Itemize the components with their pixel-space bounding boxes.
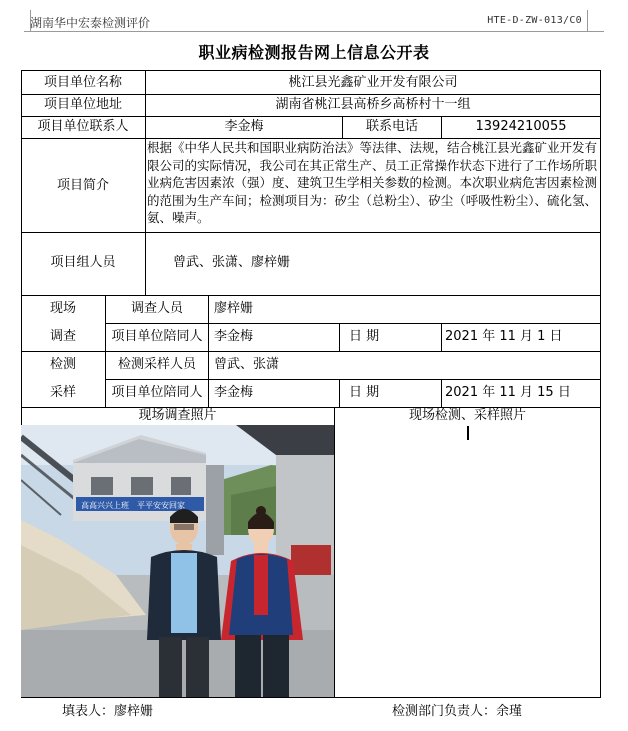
header-corner-right bbox=[587, 10, 594, 32]
table-col-line bbox=[208, 295, 209, 407]
label-survey-date: 日 期 bbox=[349, 329, 380, 344]
value-project-name: 桃江县光鑫矿业开发有限公司 bbox=[288, 75, 458, 90]
table-border-right bbox=[600, 70, 601, 698]
table-col-line bbox=[441, 379, 442, 407]
value-sampling-date: 2021 年 11 月 15 日 bbox=[445, 385, 571, 400]
label-project-name: 项目单位名称 bbox=[43, 75, 122, 90]
text-cursor bbox=[467, 426, 469, 440]
label-sampling-1: 检测 bbox=[49, 357, 76, 372]
value-sampler: 曾武、张潇 bbox=[214, 357, 280, 372]
table-col-line bbox=[339, 323, 340, 351]
value-phone: 13924210055 bbox=[475, 119, 567, 134]
value-intro: 根据《中华人民共和国职业病防治法》等法律、法规，结合桃江县光鑫矿业开发有限公司的实际情况，我公司在其正常生产、员工正常操作状态下进行了工作场所职业病危害因素浓（强）度、建筑卫生学相关参数的检测。本次职业病危害因素检测的范围为生产车间；检测项目为：矽尘（总粉尘）、矽尘（呼吸性粉尘）、硫化氢、氨、噪声。 bbox=[147, 140, 598, 226]
value-survey-companion: 李金梅 bbox=[214, 329, 254, 344]
label-sampling-date: 日 期 bbox=[349, 385, 380, 400]
header-rule bbox=[30, 31, 604, 32]
label-survey-companion: 项目单位陪同人 bbox=[111, 329, 203, 344]
label-phone: 联系电话 bbox=[365, 119, 418, 134]
table-border-top bbox=[21, 70, 601, 71]
table-row-line bbox=[21, 295, 601, 296]
header-doc-code: HTE-D-ZW-013/C0 bbox=[487, 15, 582, 26]
value-sampling-companion: 李金梅 bbox=[214, 385, 254, 400]
value-investigator: 廖梓姗 bbox=[214, 301, 254, 316]
value-survey-date: 2021 年 11 月 1 日 bbox=[445, 329, 563, 344]
label-survey-2: 调查 bbox=[49, 329, 76, 344]
value-members: 曾武、张潇、廖梓姗 bbox=[173, 255, 291, 270]
label-survey-1: 现场 bbox=[49, 301, 76, 316]
table-row-line bbox=[105, 323, 601, 324]
label-project-address: 项目单位地址 bbox=[43, 97, 122, 112]
table-col-line bbox=[441, 323, 442, 351]
table-col-line bbox=[339, 379, 340, 407]
footer-filler: 填表人：廖梓姗 bbox=[62, 704, 154, 719]
label-investigator: 调查人员 bbox=[130, 301, 183, 316]
caption-survey-photo: 现场调查照片 bbox=[138, 408, 217, 423]
value-contact: 李金梅 bbox=[224, 119, 264, 134]
label-members: 项目组人员 bbox=[50, 255, 116, 270]
page-title: 职业病检测报告网上信息公开表 bbox=[198, 43, 430, 62]
table-border-bottom bbox=[21, 697, 601, 698]
footer-responsible: 检测部门负责人：余瑾 bbox=[392, 704, 523, 719]
info-table bbox=[21, 70, 601, 698]
label-sampling-companion: 项目单位陪同人 bbox=[111, 385, 203, 400]
table-row-line bbox=[105, 379, 601, 380]
table-row-line bbox=[21, 232, 601, 233]
table-col-line bbox=[334, 407, 335, 697]
label-sampler: 检测采样人员 bbox=[117, 357, 196, 372]
survey-photo bbox=[21, 425, 334, 697]
caption-sampling-photo: 现场检测、采样照片 bbox=[408, 408, 526, 423]
banner-text: 高高兴兴上班 平平安安回家 bbox=[81, 501, 185, 510]
label-intro: 项目简介 bbox=[56, 178, 109, 193]
value-project-address: 湖南省桃江县高桥乡高桥村十一组 bbox=[275, 97, 471, 112]
label-contact: 项目单位联系人 bbox=[37, 119, 129, 134]
label-sampling-2: 采样 bbox=[49, 385, 76, 400]
table-row-line bbox=[21, 351, 601, 352]
header-org: 湖南华中宏泰检测评价 bbox=[30, 16, 151, 30]
